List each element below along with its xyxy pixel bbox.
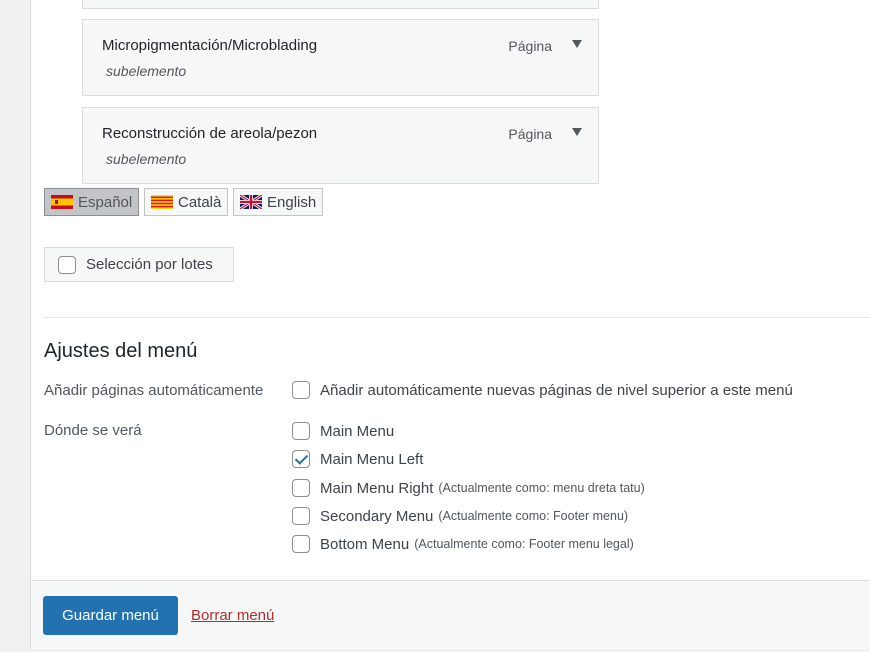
menu-footer [31, 580, 870, 649]
expand-arrow-icon[interactable] [572, 128, 582, 136]
flag-es-icon [51, 195, 73, 209]
location-option-main-menu-left[interactable] [292, 450, 423, 468]
auto-add-checkbox[interactable] [292, 381, 310, 399]
location-label: Dónde se verá [44, 422, 142, 439]
menu-edit-panel [30, 0, 870, 649]
flag-uk-icon [240, 195, 262, 209]
bulk-select-label: Selección por lotes [86, 256, 213, 273]
menu-item[interactable] [82, 107, 599, 184]
language-label: English [267, 193, 317, 211]
menu-item-type: Página [508, 126, 552, 142]
location-option-note: (Actualmente como: Footer menu legal) [414, 537, 634, 551]
menu-item-partial[interactable] [82, 0, 599, 9]
location-option-main-menu-right[interactable] [292, 479, 645, 497]
language-tab-es[interactable] [44, 188, 139, 216]
language-tab-ca[interactable] [144, 188, 228, 216]
menu-item-title: Micropigmentación/Microblading [102, 37, 318, 54]
location-checkbox[interactable] [292, 479, 310, 497]
bulk-select-checkbox[interactable] [58, 256, 76, 274]
language-tab-en[interactable] [233, 188, 323, 216]
location-option-label: Main Menu Left [320, 450, 424, 468]
expand-arrow-icon[interactable] [572, 40, 582, 48]
location-option-label: Main Menu Right [320, 479, 434, 497]
save-menu-button[interactable]: Guardar menú [43, 596, 178, 635]
menu-item-subtitle: subelemento [106, 151, 187, 167]
auto-add-option[interactable] [292, 381, 793, 399]
location-option-label: Main Menu [320, 422, 395, 440]
location-option-label: Bottom Menu [320, 535, 410, 553]
location-option-note: (Actualmente como: menu dreta tatu) [438, 481, 645, 495]
location-option-main-menu[interactable] [292, 422, 394, 440]
language-label: Español [78, 193, 133, 211]
menu-settings-title: Ajustes del menú [44, 340, 198, 362]
menu-item-subtitle: subelemento [106, 63, 187, 79]
location-option-bottom-menu[interactable] [292, 535, 634, 553]
divider [43, 317, 870, 318]
location-option-label: Secondary Menu [320, 507, 434, 525]
language-label: Català [178, 193, 222, 211]
location-checkbox[interactable] [292, 422, 310, 440]
auto-add-option-label: Añadir automáticamente nuevas páginas de nivel superior a este menú [320, 381, 793, 399]
menu-item-type: Página [508, 38, 552, 54]
flag-ca-icon [151, 195, 173, 209]
menu-item-title: Reconstrucción de areola/pezon [102, 125, 318, 142]
auto-add-label: Añadir páginas automáticamente [44, 382, 264, 399]
location-checkbox[interactable] [292, 507, 310, 525]
location-option-note: (Actualmente como: Footer menu) [438, 509, 629, 523]
menu-item[interactable] [82, 19, 599, 96]
delete-menu-link[interactable]: Borrar menú [191, 607, 275, 624]
location-checkbox[interactable] [292, 535, 310, 553]
location-option-secondary-menu[interactable] [292, 507, 628, 525]
bulk-select-toggle[interactable] [44, 247, 234, 282]
location-checkbox[interactable] [292, 450, 310, 468]
